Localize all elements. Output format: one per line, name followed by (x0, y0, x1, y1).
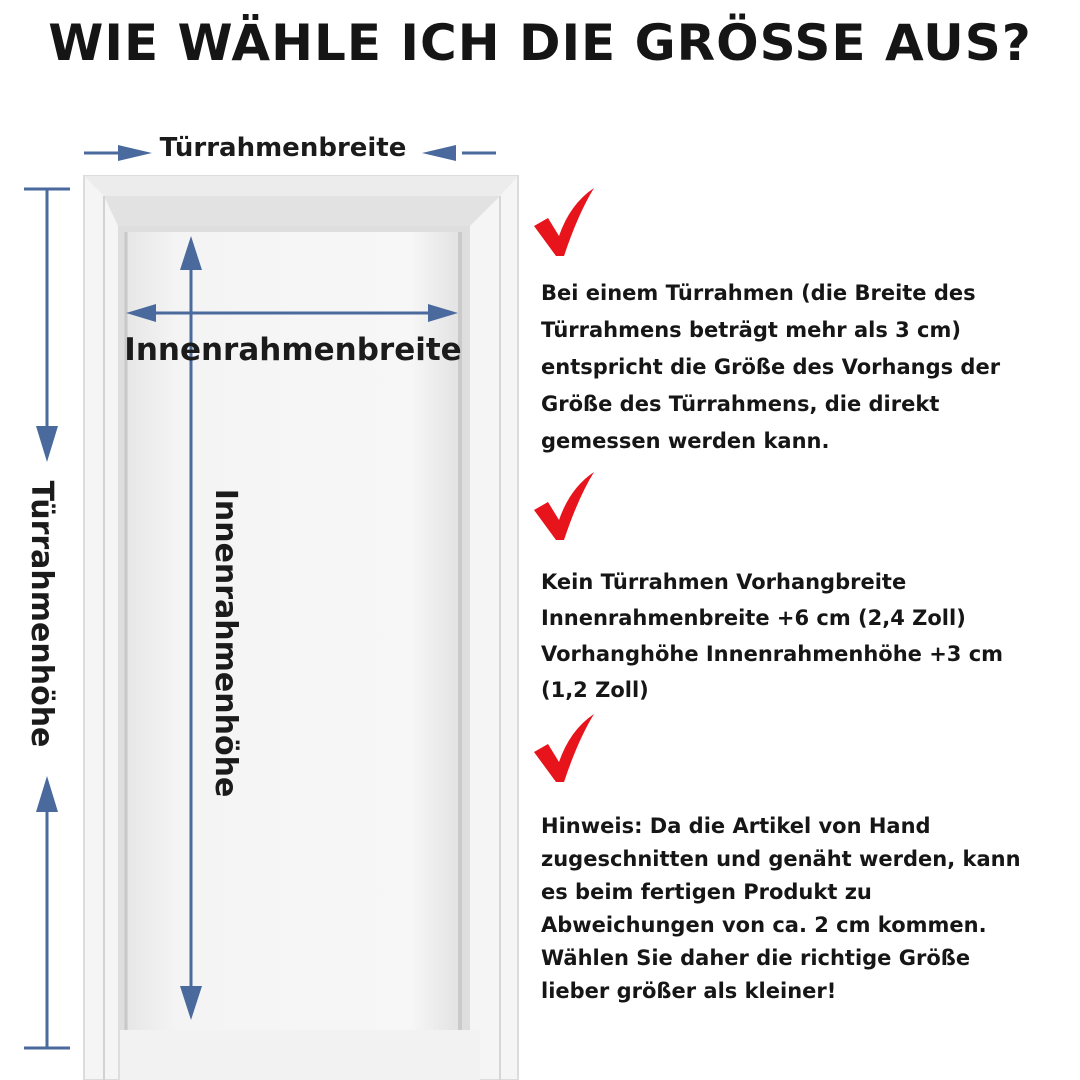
note-no-door-frame (541, 564, 1061, 708)
note-line: entspricht die Größe des Vorhangs der (541, 355, 1001, 379)
note-line: (1,2 Zoll) (541, 678, 649, 702)
door-frame-height-label: Türrahmenhöhe (24, 480, 59, 748)
note-line: Wählen Sie daher die richtige Größe (541, 946, 971, 970)
note-line: Innenrahmenbreite +6 cm (2,4 Zoll) (541, 606, 966, 630)
note-line: lieber größer als kleiner! (541, 979, 837, 1003)
note-line: Größe des Türrahmens, die direkt (541, 392, 940, 416)
page-title: WIE WÄHLE ICH DIE GRÖSSE AUS? (48, 14, 1032, 72)
note-line: Abweichungen von ca. 2 cm kommen. (541, 913, 987, 937)
note-line: Türrahmens beträgt mehr als 3 cm) (541, 318, 961, 342)
note-line: Kein Türrahmen Vorhangbreite (541, 570, 907, 594)
note-line: zugeschnitten und genäht werden, kann (541, 847, 1021, 871)
note-hint (541, 810, 1061, 1008)
note-line: gemessen werden kann. (541, 429, 830, 453)
note-line: es beim fertigen Produkt zu (541, 880, 872, 904)
check-mark-icon (532, 470, 596, 542)
note-line: Vorhanghöhe Innenrahmenhöhe +3 cm (541, 642, 1004, 666)
note-line: Bei einem Türrahmen (die Breite des (541, 281, 976, 305)
door-frame-width-label: Türrahmenbreite (159, 133, 407, 163)
inner-frame-height-label: Innenrahmenhöhe (208, 488, 243, 798)
note-door-frame (541, 275, 1061, 460)
check-mark-icon (532, 186, 596, 258)
inner-frame-width-label: Innenrahmenbreite (124, 332, 462, 368)
note-line: Hinweis: Da die Artikel von Hand (541, 814, 931, 838)
check-mark-icon (532, 712, 596, 784)
